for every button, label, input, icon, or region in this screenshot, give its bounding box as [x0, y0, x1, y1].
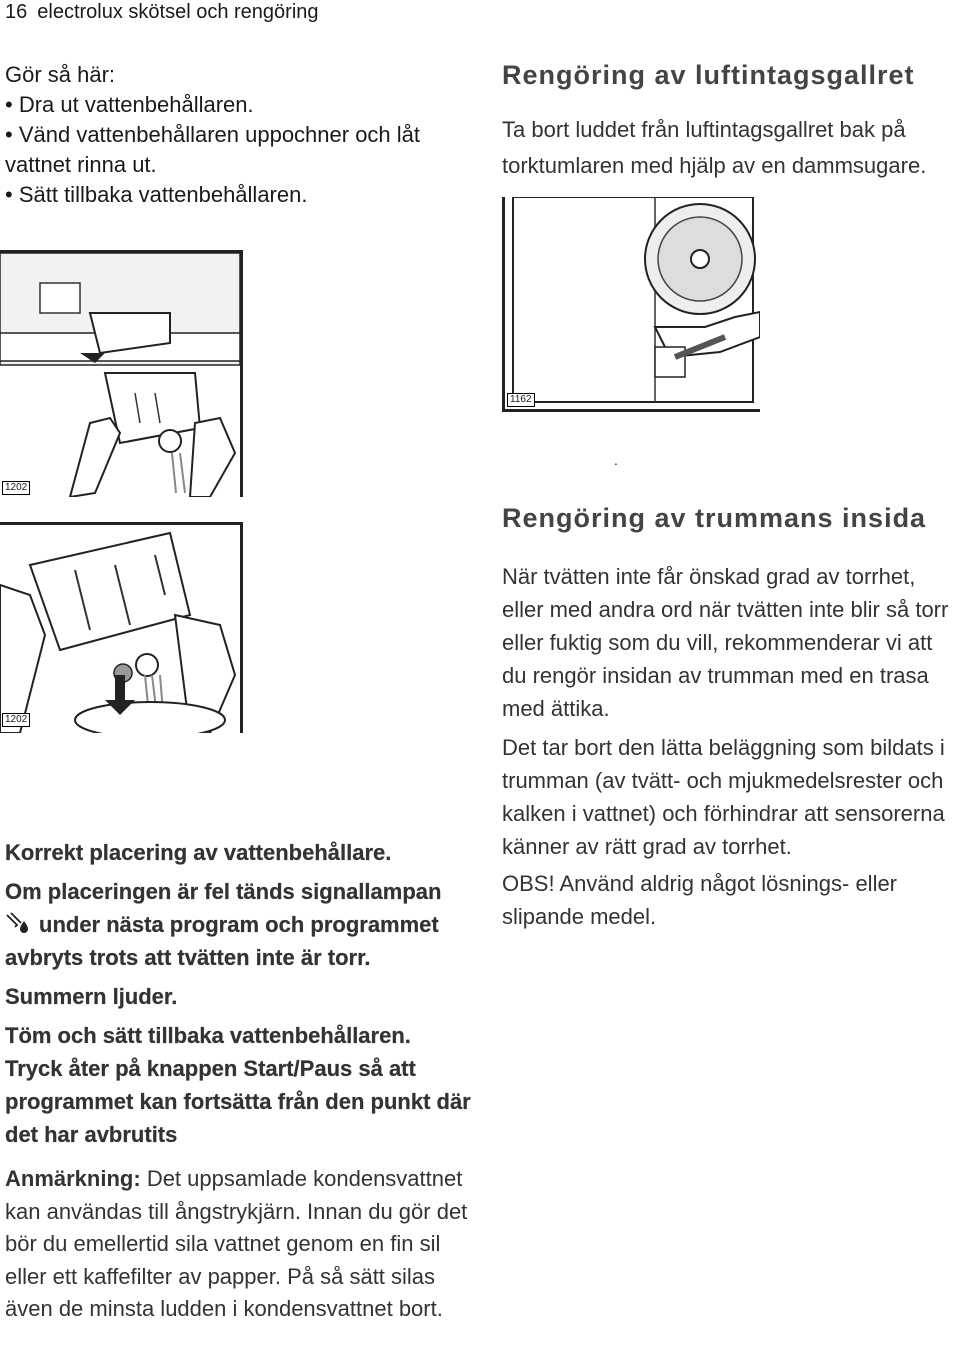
- drum-title: Rengöring av trummans insida: [502, 503, 927, 533]
- warning-line: Korrekt placering av vattenbehållare.: [5, 840, 392, 865]
- warning-line: Tryck åter på knappen Start/Paus så att programmet kan fortsätta från den punkt där det har avbrutits: [5, 1056, 471, 1147]
- warning-line: Summern ljuder.: [5, 984, 178, 1009]
- note-text: Det uppsamlade kondensvattnet kan användas till ångstrykjärn. Innan du gör det bör du emellertid sila vattnet genom en fin sil eller ett kaffefilter av papper. På så sätt silas även de minsta ludden i kondensvattnet bort.: [5, 1166, 468, 1321]
- warning-line: Töm och sätt tillbaka vattenbehållaren.: [5, 1023, 411, 1048]
- page-number: 16: [5, 1, 28, 23]
- stray-dot: .: [614, 452, 618, 468]
- air-intake-illustration: [502, 197, 760, 412]
- water-tank-steps: [5, 60, 475, 210]
- step-item: • Sätt tillbaka vattenbehållaren.: [5, 180, 475, 210]
- warning-line: Om placeringen är fel tänds signallampan: [5, 879, 442, 904]
- drum-paragraph: Det tar bort den lätta beläggning som bildats i trumman (av tvätt- och mjukmedelsrester och kalken i vattnet) och förhindrar att sensorerna känner av rätt grad av torrhet.: [502, 735, 945, 859]
- air-intake-title: Rengöring av luftintagsgallret: [502, 60, 915, 90]
- page-header: [5, 0, 319, 24]
- tank-pouring-illustration: [0, 522, 243, 733]
- figure-code: 1162: [507, 393, 535, 407]
- figure-code: 1202: [2, 481, 30, 495]
- tank-removal-illustration: [0, 250, 243, 497]
- drum-body: [502, 560, 957, 933]
- note-label: Anmärkning:: [5, 1166, 141, 1191]
- placement-warning: [5, 836, 475, 1151]
- header-text: electrolux skötsel och rengöring: [37, 1, 319, 23]
- drum-paragraph: OBS! Använd aldrig något lösnings- eller slipande medel.: [502, 871, 898, 929]
- water-tank-indicator-icon: [5, 911, 31, 935]
- steps-intro: Gör så här:: [5, 62, 116, 87]
- figure-code: 1202: [2, 713, 30, 727]
- steps-list: [5, 90, 475, 210]
- drum-paragraph: När tvätten inte får önskad grad av torrhet, eller med andra ord när tvätten inte blir så torr eller fuktig som du vill, rekommenderar vi att du rengör insidan av trumman med en trasa med ättika.: [502, 564, 949, 721]
- note: [5, 1163, 475, 1326]
- warning-line: under nästa program och programmet avbryts trots att tvätten inte är torr.: [5, 912, 439, 970]
- step-item: • Dra ut vattenbehållaren.: [5, 90, 475, 120]
- air-intake-body: Ta bort luddet från luftintagsgallret bak på torktumlaren med hjälp av en dammsugare.: [502, 117, 927, 178]
- step-item: • Vänd vattenbehållaren uppochner och låt vattnet rinna ut.: [5, 120, 475, 180]
